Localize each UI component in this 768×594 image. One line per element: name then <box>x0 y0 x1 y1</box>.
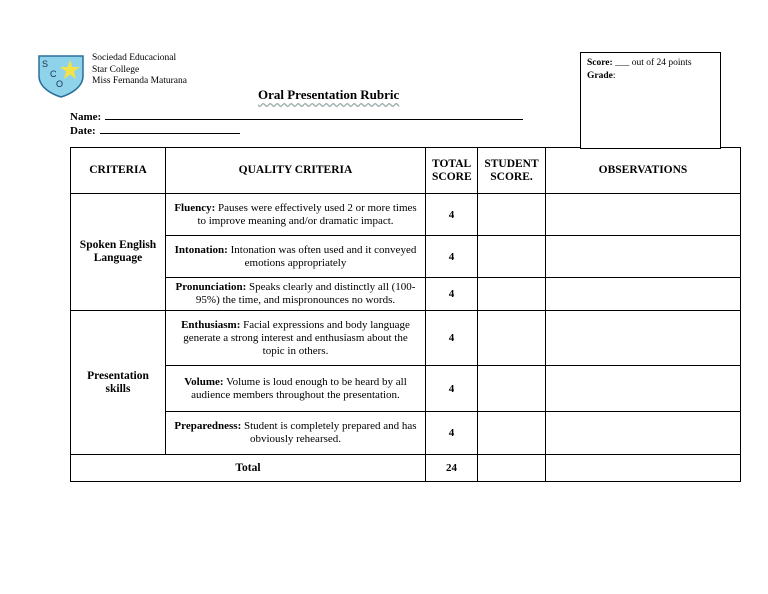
school-line-1: Sociedad Educacional <box>92 53 177 63</box>
observations-cell[interactable] <box>546 194 741 236</box>
quality-fluency: Fluency: Pauses were effectively used 2 or more times to improve meaning and/or dramatic impact. <box>166 194 426 236</box>
observations-cell[interactable] <box>546 236 741 278</box>
total-score-cell: 4 <box>426 366 478 412</box>
logo-letter-s: S <box>42 59 49 69</box>
observations-cell[interactable] <box>546 412 741 455</box>
school-logo-icon <box>37 54 85 98</box>
header-observations: OBSERVATIONS <box>546 148 741 194</box>
logo-letter-c: C <box>50 69 57 79</box>
total-score-cell: 4 <box>426 278 478 311</box>
observations-cell[interactable] <box>546 366 741 412</box>
table-row <box>71 366 741 412</box>
score-line: Score: ___ out of 24 points <box>587 58 692 68</box>
student-score-cell[interactable] <box>478 236 546 278</box>
name-field[interactable] <box>70 110 523 123</box>
table-row <box>71 236 741 278</box>
criteria-spoken-english: Spoken English Language <box>71 194 166 311</box>
table-row <box>71 412 741 455</box>
table-row <box>71 194 741 236</box>
student-score-cell[interactable] <box>478 194 546 236</box>
total-score-cell: 4 <box>426 236 478 278</box>
score-box <box>580 52 721 149</box>
criteria-presentation-skills: Presentation skills <box>71 311 166 455</box>
date-line[interactable] <box>100 124 240 134</box>
observations-cell[interactable] <box>546 278 741 311</box>
quality-pronunciation: Pronunciation: Speaks clearly and distinctly all (100-95%) the time, and mispronounces no words. <box>166 278 426 311</box>
quality-preparedness: Preparedness: Student is completely prepared and has obviously rehearsed. <box>166 412 426 455</box>
total-label: Total <box>71 455 426 482</box>
school-line-3: Miss Fernanda Maturana <box>92 76 187 86</box>
name-line[interactable] <box>105 110 523 120</box>
header-student-score: STUDENT SCORE. <box>478 148 546 194</box>
school-line-2: Star College <box>92 64 140 75</box>
name-label: Name: <box>70 111 102 123</box>
table-header-row <box>71 148 741 194</box>
quality-enthusiasm: Enthusiasm: Facial expressions and body language generate a strong interest and enthusiasm about the topic in others. <box>166 311 426 366</box>
total-score-cell: 4 <box>426 194 478 236</box>
total-score-cell: 4 <box>426 311 478 366</box>
total-value: 24 <box>426 455 478 482</box>
student-score-cell[interactable] <box>478 311 546 366</box>
grade-line: Grade: <box>587 71 616 81</box>
observations-total-cell[interactable] <box>546 455 741 482</box>
total-score-cell: 4 <box>426 412 478 455</box>
student-score-cell[interactable] <box>478 412 546 455</box>
table-row <box>71 311 741 366</box>
total-row <box>71 455 741 482</box>
student-score-cell[interactable] <box>478 278 546 311</box>
quality-intonation: Intonation: Intonation was often used and it conveyed emotions appropriately <box>166 236 426 278</box>
page-title: Oral Presentation Rubric <box>258 87 400 102</box>
quality-volume: Volume: Volume is loud enough to be heard by all audience members throughout the presentation. <box>166 366 426 412</box>
date-label: Date: <box>70 125 96 137</box>
header-criteria: CRITERIA <box>71 148 166 194</box>
table-row <box>71 278 741 311</box>
header-total-score: TOTAL SCORE <box>426 148 478 194</box>
header-quality: QUALITY CRITERIA <box>166 148 426 194</box>
school-info <box>92 53 187 88</box>
student-score-cell[interactable] <box>478 366 546 412</box>
student-total-cell[interactable] <box>478 455 546 482</box>
observations-cell[interactable] <box>546 311 741 366</box>
rubric-table <box>70 147 741 482</box>
logo-letter-o: O <box>56 79 64 89</box>
date-field[interactable] <box>70 124 240 137</box>
